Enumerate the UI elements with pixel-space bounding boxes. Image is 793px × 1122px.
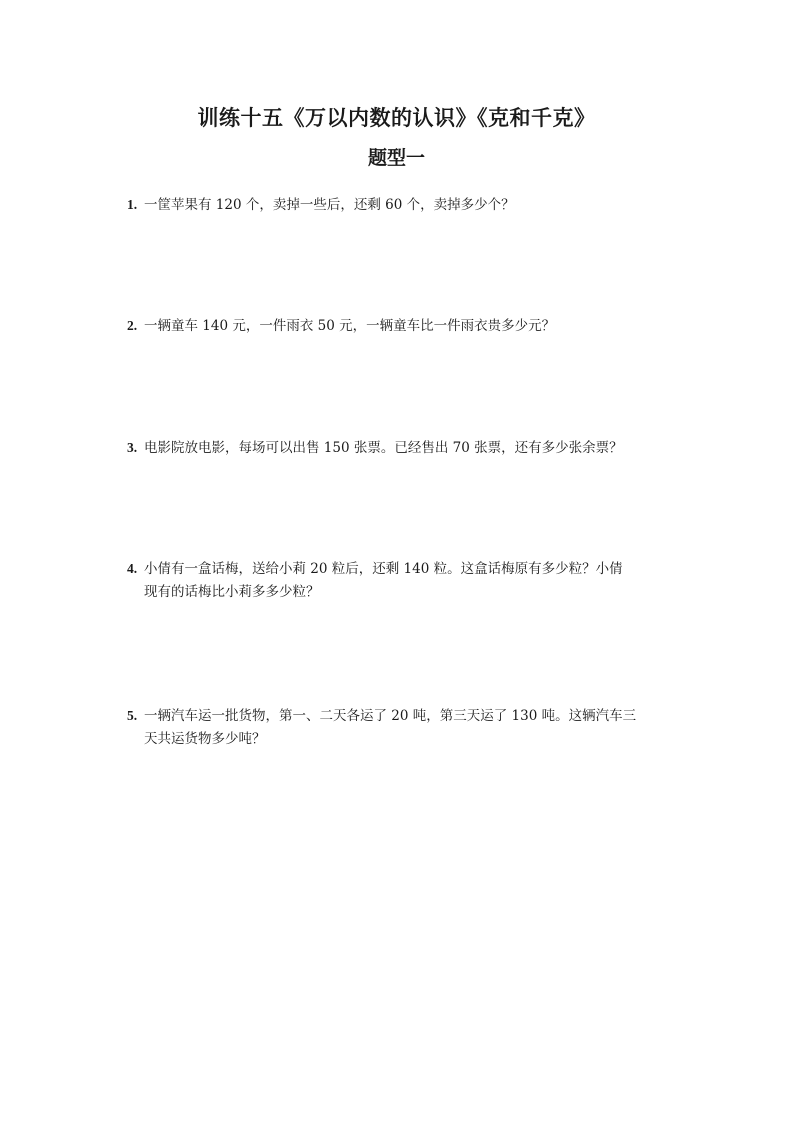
problem-line	[127, 704, 667, 728]
problem-number: 5.	[127, 708, 138, 723]
problem-1	[127, 193, 667, 217]
problem-text: 一辆童车 140 元，一件雨衣 50 元，一辆童车比一件雨衣贵多少元？	[144, 318, 556, 334]
problem-3	[127, 436, 667, 460]
problem-number: 4.	[127, 561, 138, 576]
problem-text-continued: 现有的话梅比小莉多多少粒？	[144, 584, 320, 600]
problem-line	[127, 436, 667, 460]
problem-text: 一筐苹果有 120 个，卖掉一些后，还剩 60 个，卖掉多少个？	[144, 197, 515, 213]
problem-4	[127, 557, 667, 604]
problem-line	[127, 314, 667, 338]
problem-text: 一辆汽车运一批货物，第一、二天各运了 20 吨，第三天运了 130 吨。这辆汽车三	[144, 708, 637, 724]
problem-text: 电影院放电影，每场可以出售 150 张票。已经售出 70 张票，还有多少张余票？	[144, 440, 623, 456]
problem-number: 1.	[127, 197, 138, 212]
section-heading: 题型一	[367, 147, 425, 169]
problem-number: 2.	[127, 318, 138, 333]
problem-line	[127, 557, 667, 581]
problem-number: 3.	[127, 440, 138, 455]
worksheet-title: 训练十五《万以内数的认识》《克和千克》	[197, 106, 596, 130]
problem-text-continued: 天共运货物多少吨？	[144, 731, 266, 747]
problem-text: 小倩有一盒话梅，送给小莉 20 粒后，还剩 140 粒。这盒话梅原有多少粒？小倩	[144, 561, 623, 577]
problem-5	[127, 704, 667, 751]
problem-2	[127, 314, 667, 338]
problem-line	[127, 193, 667, 217]
